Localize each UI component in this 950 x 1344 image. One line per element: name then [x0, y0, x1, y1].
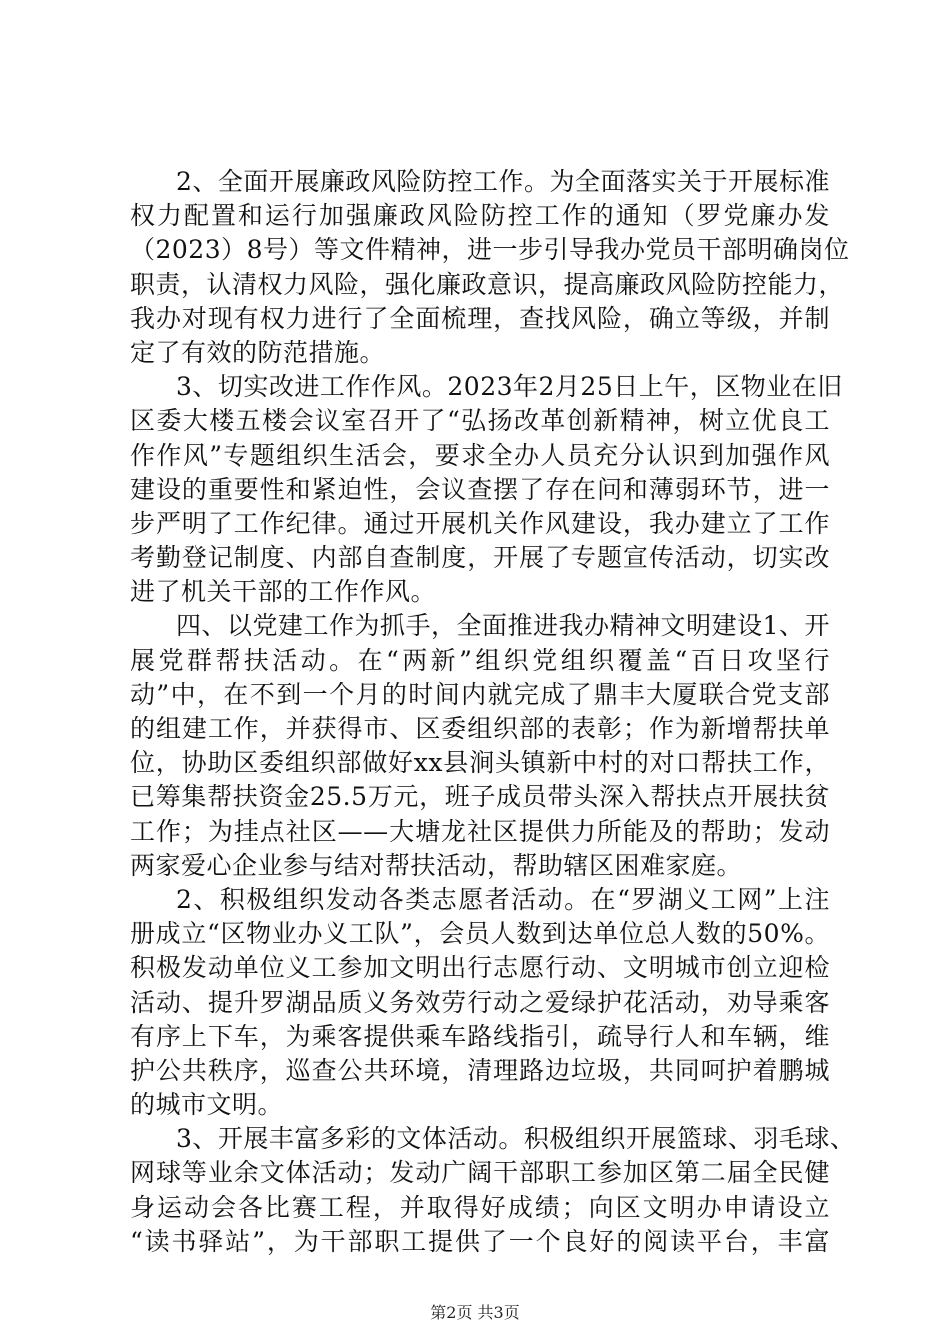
text-line: 区委大楼五楼会议室召开了“弘扬改革创新精神，树立优良工 [130, 406, 830, 436]
text-line: 四、以党建工作为抓手，全面推进我办精神文明建设1、开 [176, 611, 830, 641]
text-line: （2023）8号）等文件精神，进一步引导我办党员干部明确岗位 [130, 235, 850, 265]
text-line: 位，协助区委组织部做好xx县涧头镇新中村的对口帮扶工作， [130, 748, 830, 778]
document-body [130, 165, 856, 1259]
text-line: 动”中，在不到一个月的时间内就完成了鼎丰大厦联合党支部 [130, 679, 830, 709]
text-line: 3、开展丰富多彩的文体活动。积极组织开展篮球、羽毛球、 [176, 1124, 856, 1154]
paragraph-work-style [130, 370, 843, 609]
text-line: 网球等业余文体活动；发动广阔干部职工参加区第二届全民健 [130, 1158, 830, 1188]
text-line: 已筹集帮扶资金25.5万元，班子成员带头深入帮扶点开展扶贫 [130, 782, 830, 812]
text-line: 护公共秩序，巡查公共环境，清理路边垃圾，共同呵护着鹏城 [130, 1055, 830, 1085]
text-line: 两家爱心企业参与结对帮扶活动，帮助辖区困难家庭。 [130, 850, 743, 880]
text-line: 身运动会各比赛工程，并取得好成绩；向区文明办申请设立 [130, 1192, 830, 1222]
text-line: 定了有效的防范措施。 [130, 337, 386, 367]
text-line: 作作风”专题组织生活会，要求全办人员充分认识到加强作风 [130, 440, 830, 470]
text-line: 2、全面开展廉政风险防控工作。为全面落实关于开展标准 [176, 167, 830, 196]
text-line: 步严明了工作纪律。通过开展机关作风建设，我办建立了工作 [130, 508, 830, 538]
paragraph-party-building [130, 609, 830, 883]
text-line: “读书驿站”，为干部职工提供了一个良好的阅读平台，丰富 [130, 1226, 830, 1256]
text-line: 工作；为挂点社区——大塘龙社区提供力所能及的帮助；发动 [130, 816, 830, 846]
paragraph-risk-control [130, 165, 850, 370]
text-line: 活动、提升罗湖品质义务效劳行动之爱绿护花活动，劝导乘客 [130, 987, 830, 1017]
page-number-footer: 第2页 共3页 [430, 1303, 520, 1322]
text-line: 的组建工作，并获得市、区委组织部的表彰；作为新增帮扶单 [130, 714, 830, 743]
text-line: 进了机关干部的工作作风。 [130, 577, 437, 607]
text-line: 积极发动单位义工参加文明出行志愿行动、文明城市创立迎检 [130, 953, 830, 983]
text-line: 考勤登记制度、内部自查制度，开展了专题宣传活动，切实改 [130, 543, 830, 573]
text-line: 展党群帮扶活动。在“两新”组织党组织覆盖“百日攻坚行 [130, 645, 830, 675]
text-line: 权力配置和运行加强廉政风险防控工作的通知（罗党廉办发 [130, 201, 830, 231]
paragraph-volunteer [130, 883, 830, 1122]
text-line: 职责，认清权力风险，强化廉政意识，提高廉政风险防控能力， [130, 269, 845, 299]
text-line: 有序上下车，为乘客提供乘车路线指引，疏导行人和车辆，维 [130, 1021, 830, 1051]
text-line: 我办对现有权力进行了全面梳理，查找风险，确立等级，并制 [130, 303, 830, 333]
text-line: 3、切实改进工作作风。2023年2月25日上午，区物业在旧 [176, 372, 843, 402]
text-line: 建设的重要性和紧迫性，会议查摆了存在问和薄弱环节，进一 [130, 474, 830, 504]
text-line: 2、积极组织发动各类志愿者活动。在“罗湖义工网”上注 [176, 884, 830, 914]
text-line: 的城市文明。 [130, 1090, 284, 1120]
paragraph-cultural-activities [130, 1122, 856, 1259]
text-line: 册成立“区物业办义工队”，会员人数到达单位总人数的50%。 [130, 919, 830, 949]
